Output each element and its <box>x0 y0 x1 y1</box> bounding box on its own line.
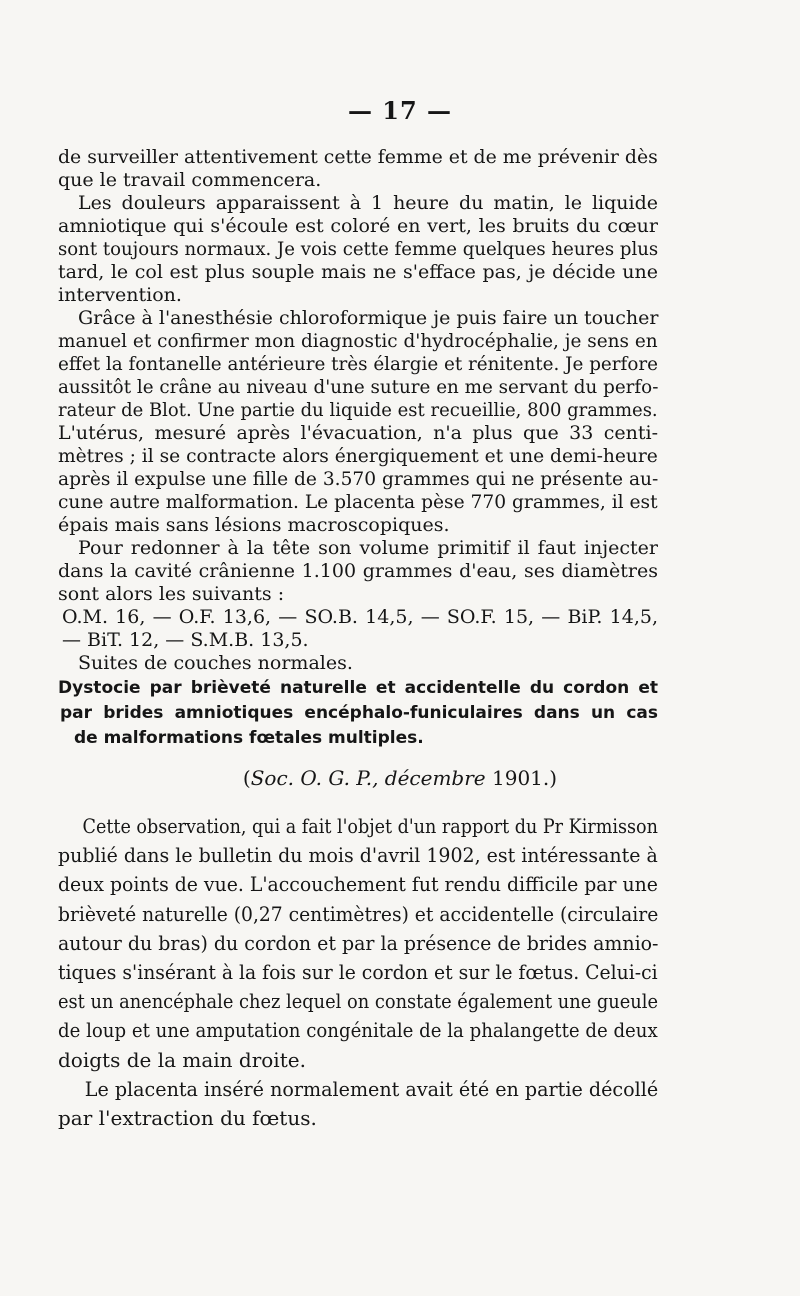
text-line: L'utérus, mesuré après l'évacuation, n'a plus que 33 centi- <box>58 422 658 444</box>
heading-line: Dystocie par brièveté naturelle et accidentelle du cordon et <box>58 678 658 698</box>
text-block-2 <box>58 812 658 1133</box>
text-line: que le travail commencera. <box>58 169 322 191</box>
text-line: cune autre malformation. Le placenta pèse 770 grammes, il est <box>58 491 658 513</box>
text-line: est un anencéphale chez lequel on constate également une gueule <box>58 989 659 1014</box>
text-line: Cette observation, qui a fait l'objet d'un rapport du Pr Kirmisson <box>82 814 658 838</box>
text-line: Suites de couches normales. <box>78 652 353 674</box>
text-line: manuel et confirmer mon diagnostic d'hydrocéphalie, je sens en <box>58 330 658 352</box>
text-line: — BiT. 12, — S.M.B. 13,5. <box>62 629 309 651</box>
text-line: tiques s'insérant à la fois sur le cordon et sur le fœtus. Celui-ci <box>58 960 658 985</box>
text-line: Les douleurs apparaissent à 1 heure du matin, le liquide <box>78 192 658 214</box>
source-rest: 1901.) <box>485 766 558 790</box>
text-line: de loup et une amputation congénitale de la phalangette de deux <box>58 1018 658 1043</box>
text-line: par l'extraction du fœtus. <box>58 1106 317 1131</box>
page-number: — 17 — <box>347 96 453 125</box>
text-line: O.M. 16, — O.F. 13,6, — SO.B. 14,5, — SO.F. 15, — BiP. 14,5, <box>62 606 658 628</box>
source-citation <box>0 766 800 790</box>
text-line: amniotique qui s'écoule est coloré en vert, les bruits du cœur <box>58 215 658 237</box>
text-line: publié dans le bulletin du mois d'avril 1902, est intéressante à <box>58 843 658 868</box>
text-line: sont alors les suivants : <box>58 583 285 605</box>
text-line: brièveté naturelle (0,27 centimètres) et accidentelle (circulaire <box>58 901 659 926</box>
text-line: de surveiller attentivement cette femme et de me prévenir dès <box>58 146 658 168</box>
text-line: effet la fontanelle antérieure très élargie et rénitente. Je perfore <box>58 353 658 375</box>
text-line: Le placenta inséré normalement avait été en partie décollé <box>84 1076 659 1101</box>
text-line: doigts de la main droite. <box>58 1047 306 1072</box>
text-line: mètres ; il se contracte alors énergiquement et une demi-heure <box>58 445 658 467</box>
text-line: épais mais sans lésions macroscopiques. <box>58 514 450 536</box>
text-line: sont toujours normaux. Je vois cette femme quelques heures plus <box>58 238 659 260</box>
text-line: dans la cavité crânienne 1.100 grammes d'eau, ses diamètres <box>58 560 658 582</box>
source-open: ( <box>242 766 251 790</box>
text-line: autour du bras) du cordon et par la présence de brides amnio- <box>58 930 659 955</box>
text-line: intervention. <box>58 284 182 306</box>
text-line: Pour redonner à la tête son volume primitif il faut injecter <box>78 537 658 559</box>
text-line: après il expulse une fille de 3.570 grammes qui ne présente au- <box>58 468 659 490</box>
source-italic: Soc. O. G. P., décembre <box>250 766 486 790</box>
text-line: Grâce à l'anesthésie chloroformique je puis faire un toucher <box>78 307 659 329</box>
section-heading <box>58 676 658 751</box>
heading-line: de malformations fœtales multiples. <box>74 728 424 748</box>
heading-line: par brides amniotiques encéphalo-funiculaires dans un cas <box>60 703 658 723</box>
text-line: deux points de vue. L'accouchement fut rendu difficile par une <box>58 872 658 897</box>
text-line: aussitôt le crâne au niveau d'une suture en me servant du perfo- <box>58 376 659 398</box>
text-line: rateur de Blot. Une partie du liquide est recueillie, 800 grammes. <box>58 399 658 421</box>
text-block-1 <box>58 146 658 675</box>
text-line: tard, le col est plus souple mais ne s'efface pas, je décide une <box>58 261 658 283</box>
